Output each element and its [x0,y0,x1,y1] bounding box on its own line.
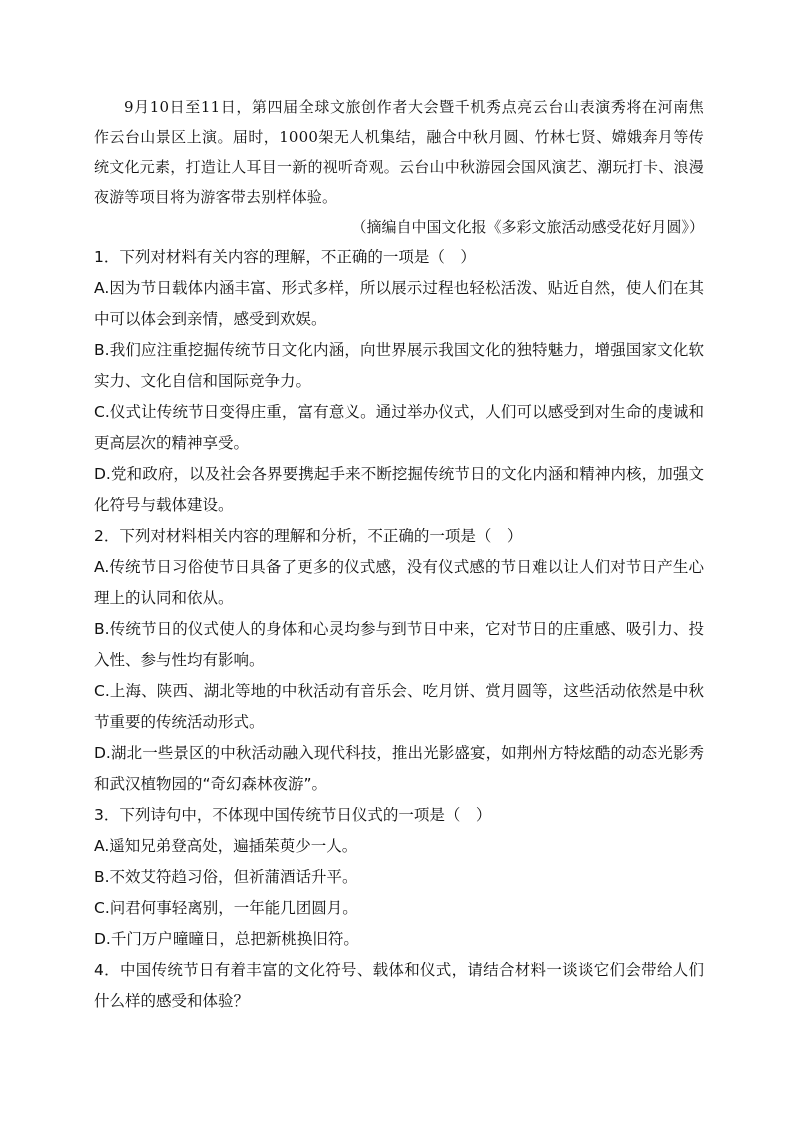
option-b: B.传统节日的仪式使人的身体和心灵均参与到节日中来，它对节日的庄重感、吸引力、投入性、参与性均有影响。 [94,620,704,669]
question-stem: 2．下列对材料相关内容的理解和分析，不正确的一项是（ ） [94,527,523,545]
question-stem: 3．下列诗句中，不体现中国传统节日仪式的一项是（ ） [94,806,492,824]
option-c: C.问君何事轻离别，一年能几团圆月。 [94,899,358,917]
option-c: C.仪式让传统节日变得庄重，富有意义。通过举办仪式，人们可以感受到对生命的虔诚和更高层次的精神享受。 [94,403,704,452]
passage-paragraph: 9月10日至11日，第四届全球文旅创作者大会暨千机秀点亮云台山表演秀将在河南焦作云台山景区上演。届时，1000架无人机集结，融合中秋月圆、竹林七贤、嫦娥奔月等传统文化元素，打造让人耳目一新的视听奇观。云台山中秋游园会国风演艺、潮玩打卡、浪漫夜游等项目将为游客带去别样体验。 [94,98,704,206]
option-c: C.上海、陕西、湖北等地的中秋活动有音乐会、吃月饼、赏月圆等，这些活动依然是中秋节重要的传统活动形式。 [94,682,704,731]
option-a: A.传统节日习俗使节日具备了更多的仪式感，没有仪式感的节日难以让人们对节日产生心理上的认同和依从。 [94,558,704,607]
essay-question: 4．中国传统节日有着丰富的文化符号、载体和仪式，请结合材料一谈谈它们会带给人们什么样的感受和体验？ [94,961,704,1010]
question-2 [94,521,704,800]
question-1 [94,242,704,521]
question-4 [94,955,704,1017]
passage-source: （摘编自中国文化报《多彩文旅活动感受花好月圆》） [351,218,704,236]
document-page [94,92,704,1017]
option-b: B.我们应注重挖掘传统节日文化内涵，向世界展示我国文化的独特魅力，增强国家文化软实力、文化自信和国际竞争力。 [94,341,704,390]
option-a: A.遥知兄弟登高处，遍插茱萸少一人。 [94,837,358,855]
question-3 [94,800,704,955]
option-a: A.因为节日载体内涵丰富、形式多样，所以展示过程也轻松活泼、贴近自然，使人们在其中可以体会到亲情，感受到欢娱。 [94,279,704,328]
option-d: D.党和政府，以及社会各界要携起手来不断挖掘传统节日的文化内涵和精神内核，加强文化符号与载体建设。 [94,465,704,514]
option-b: B.不效艾符趋习俗，但祈蒲酒话升平。 [94,868,358,886]
question-stem: 1．下列对材料有关内容的理解，不正确的一项是（ ） [94,248,476,266]
option-d: D.千门万户曈曈日，总把新桃换旧符。 [94,930,359,948]
option-d: D.湖北一些景区的中秋活动融入现代科技，推出光影盛宴，如荆州方特炫酷的动态光影秀和武汉植物园的“奇幻森林夜游”。 [94,744,704,793]
